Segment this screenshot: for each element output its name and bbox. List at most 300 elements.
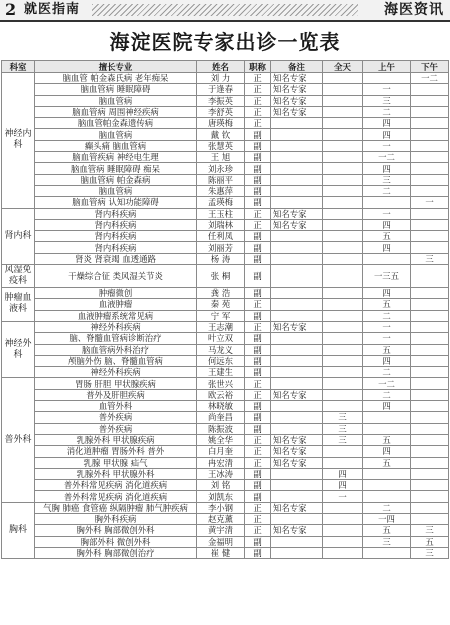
department-cell: 神经内科 <box>2 73 35 209</box>
afternoon-cell <box>411 231 449 242</box>
specialty-cell: 癫头痛 脑血管病 <box>35 140 197 151</box>
specialty-cell: 脑血管病 周围神经疾病 <box>35 106 197 117</box>
table-row <box>2 185 449 196</box>
title-cell: 正 <box>245 118 271 129</box>
note-cell <box>271 185 323 196</box>
table-row <box>2 265 449 288</box>
title-cell: 副 <box>245 174 271 185</box>
doctor-name-cell: 王玉柱 <box>197 208 245 219</box>
note-cell <box>271 129 323 140</box>
all-day-cell <box>323 106 363 117</box>
morning-cell: 五 <box>363 434 411 445</box>
all-day-cell <box>323 525 363 536</box>
specialty-cell: 胸外科 胸部微创外科 <box>35 525 197 536</box>
afternoon-cell <box>411 401 449 412</box>
all-day-cell <box>323 163 363 174</box>
title-cell: 副 <box>245 367 271 378</box>
column-header-title: 职称 <box>245 61 271 73</box>
title-cell: 正 <box>245 219 271 230</box>
morning-cell <box>363 73 411 84</box>
morning-cell <box>363 480 411 491</box>
table-row <box>2 547 449 558</box>
table-row <box>2 253 449 264</box>
table-row <box>2 321 449 332</box>
department-cell: 普外科 <box>2 378 35 502</box>
afternoon-cell <box>411 457 449 468</box>
note-cell <box>271 253 323 264</box>
title-cell: 副 <box>245 401 271 412</box>
table-row <box>2 219 449 230</box>
note-cell <box>271 333 323 344</box>
afternoon-cell <box>411 446 449 457</box>
afternoon-cell <box>411 367 449 378</box>
table-row <box>2 480 449 491</box>
note-cell <box>271 288 323 299</box>
column-header-morning: 上午 <box>363 61 411 73</box>
section-name-right: 海医资讯 <box>384 2 444 18</box>
all-day-cell <box>323 84 363 95</box>
afternoon-cell <box>411 140 449 151</box>
all-day-cell <box>323 129 363 140</box>
doctor-name-cell: 李小钢 <box>197 502 245 513</box>
doctor-name-cell: 欧云裕 <box>197 389 245 400</box>
table-row <box>2 401 449 412</box>
specialty-cell: 肾内科疾病 <box>35 231 197 242</box>
doctor-name-cell: 崔 健 <box>197 547 245 558</box>
specialty-cell: 颅脑外伤 脑、脊髓血管病 <box>35 355 197 366</box>
morning-cell <box>363 423 411 434</box>
specialty-cell: 普外疾病 <box>35 423 197 434</box>
specialty-cell: 神经外科疾病 <box>35 367 197 378</box>
title-cell: 副 <box>245 310 271 321</box>
department-cell: 神经外科 <box>2 321 35 377</box>
afternoon-cell <box>411 423 449 434</box>
note-cell: 知名专家 <box>271 434 323 445</box>
title-cell: 副 <box>245 468 271 479</box>
title-cell: 副 <box>245 242 271 253</box>
note-cell: 知名专家 <box>271 219 323 230</box>
title-cell: 副 <box>245 491 271 502</box>
note-cell <box>271 152 323 163</box>
doctor-name-cell: 秦 苑 <box>197 299 245 310</box>
all-day-cell <box>323 547 363 558</box>
title-cell: 正 <box>245 513 271 524</box>
afternoon-cell <box>411 129 449 140</box>
note-cell <box>271 174 323 185</box>
table-row <box>2 491 449 502</box>
all-day-cell <box>323 219 363 230</box>
note-cell: 知名专家 <box>271 525 323 536</box>
doctor-name-cell: 刘瑞林 <box>197 219 245 230</box>
title-cell: 正 <box>245 208 271 219</box>
note-cell <box>271 401 323 412</box>
note-cell: 知名专家 <box>271 502 323 513</box>
page-title: 海淀医院专家出诊一览表 <box>109 30 341 54</box>
doctor-name-cell: 叶立双 <box>197 333 245 344</box>
all-day-cell <box>323 185 363 196</box>
title-cell: 正 <box>245 457 271 468</box>
morning-cell: 四 <box>363 288 411 299</box>
doctor-name-cell: 王建生 <box>197 367 245 378</box>
table-row <box>2 355 449 366</box>
title-cell: 副 <box>245 185 271 196</box>
title-cell: 副 <box>245 197 271 208</box>
table-row <box>2 367 449 378</box>
table-row <box>2 231 449 242</box>
doctor-name-cell: 朱惠萍 <box>197 185 245 196</box>
table-row <box>2 412 449 423</box>
morning-cell <box>363 491 411 502</box>
doctor-name-cell: 刘 铭 <box>197 480 245 491</box>
all-day-cell: 四 <box>323 480 363 491</box>
specialty-cell: 乳腺外科 甲状腺外科 <box>35 468 197 479</box>
note-cell <box>271 242 323 253</box>
doctor-name-cell: 孟瑛梅 <box>197 197 245 208</box>
specialty-cell: 脑血管病 睡眠障碍 痴呆 <box>35 163 197 174</box>
table-row <box>2 513 449 524</box>
morning-cell: 四 <box>363 163 411 174</box>
afternoon-cell <box>411 219 449 230</box>
table-row <box>2 333 449 344</box>
title-cell: 副 <box>245 480 271 491</box>
afternoon-cell <box>411 468 449 479</box>
table-header-row <box>2 61 449 73</box>
specialty-cell: 肿瘤微创 <box>35 288 197 299</box>
all-day-cell: 三 <box>323 423 363 434</box>
table-row <box>2 536 449 547</box>
specialty-cell: 血液肿瘤系统常见病 <box>35 310 197 321</box>
morning-cell: 四 <box>363 401 411 412</box>
note-cell <box>271 423 323 434</box>
table-row <box>2 129 449 140</box>
note-cell <box>271 118 323 129</box>
afternoon-cell: 一 <box>411 197 449 208</box>
morning-cell: 四 <box>363 219 411 230</box>
doctor-name-cell: 林晓敏 <box>197 401 245 412</box>
note-cell <box>271 513 323 524</box>
morning-cell: 二 <box>363 310 411 321</box>
doctor-name-cell: 陈振波 <box>197 423 245 434</box>
specialty-cell: 脑血管病 睡眠障碍 <box>35 84 197 95</box>
note-cell <box>271 378 323 389</box>
doctor-name-cell: 何远东 <box>197 355 245 366</box>
morning-cell: 二 <box>363 389 411 400</box>
title-cell: 副 <box>245 412 271 423</box>
all-day-cell <box>323 253 363 264</box>
title-cell: 正 <box>245 525 271 536</box>
table-row <box>2 73 449 84</box>
specialty-cell: 干燥综合征 类风湿关节炎 <box>35 265 197 288</box>
column-header-department: 科室 <box>2 61 35 73</box>
specialty-cell: 胸外科疾病 <box>35 513 197 524</box>
morning-cell <box>363 253 411 264</box>
table-row <box>2 389 449 400</box>
morning-cell: 五 <box>363 231 411 242</box>
all-day-cell <box>323 502 363 513</box>
afternoon-cell <box>411 434 449 445</box>
afternoon-cell <box>411 502 449 513</box>
morning-cell: 一二 <box>363 152 411 163</box>
afternoon-cell <box>411 163 449 174</box>
all-day-cell <box>323 242 363 253</box>
specialty-cell: 普外科常见疾病 消化道疾病 <box>35 480 197 491</box>
table-row <box>2 423 449 434</box>
title-cell: 副 <box>245 231 271 242</box>
note-cell: 知名专家 <box>271 84 323 95</box>
title-cell: 正 <box>245 73 271 84</box>
specialty-cell: 脑血管病 认知功能障碍 <box>35 197 197 208</box>
note-cell <box>271 197 323 208</box>
table-body <box>2 73 449 559</box>
morning-cell: 二 <box>363 367 411 378</box>
afternoon-cell <box>411 95 449 106</box>
all-day-cell <box>323 378 363 389</box>
specialty-cell: 脑血管病 <box>35 95 197 106</box>
doctor-name-cell: 王冰涛 <box>197 468 245 479</box>
column-header-name: 姓名 <box>197 61 245 73</box>
table-row <box>2 299 449 310</box>
specialty-cell: 脑血管帕金森遗传病 <box>35 118 197 129</box>
column-header-all-day: 全天 <box>323 61 363 73</box>
all-day-cell <box>323 174 363 185</box>
note-cell <box>271 355 323 366</box>
table-row <box>2 163 449 174</box>
table-row <box>2 174 449 185</box>
specialty-cell: 神经外科疾病 <box>35 321 197 332</box>
all-day-cell <box>323 299 363 310</box>
note-cell <box>271 344 323 355</box>
specialty-cell: 肾炎 肾衰竭 血透通路 <box>35 253 197 264</box>
table-row <box>2 502 449 513</box>
doctor-name-cell: 黄宇清 <box>197 525 245 536</box>
morning-cell: 一三五 <box>363 265 411 288</box>
title-cell: 正 <box>245 389 271 400</box>
note-cell: 知名专家 <box>271 446 323 457</box>
note-cell: 知名专家 <box>271 208 323 219</box>
page-number: 2 <box>5 0 17 19</box>
title-cell: 正 <box>245 378 271 389</box>
doctor-name-cell: 任利凤 <box>197 231 245 242</box>
table-row <box>2 344 449 355</box>
note-cell <box>271 310 323 321</box>
schedule-table <box>1 60 449 559</box>
morning-cell: 一四 <box>363 513 411 524</box>
morning-cell: 四 <box>363 118 411 129</box>
all-day-cell <box>323 288 363 299</box>
note-cell: 知名专家 <box>271 321 323 332</box>
afternoon-cell <box>411 321 449 332</box>
note-cell <box>271 367 323 378</box>
morning-cell: 五 <box>363 457 411 468</box>
afternoon-cell: 一二 <box>411 73 449 84</box>
doctor-name-cell: 冉宏清 <box>197 457 245 468</box>
morning-cell: 一 <box>363 333 411 344</box>
afternoon-cell <box>411 480 449 491</box>
all-day-cell <box>323 118 363 129</box>
all-day-cell <box>323 367 363 378</box>
note-cell <box>271 491 323 502</box>
afternoon-cell <box>411 208 449 219</box>
title-cell: 副 <box>245 129 271 140</box>
doctor-name-cell: 王志潮 <box>197 321 245 332</box>
doctor-name-cell: 陈丽平 <box>197 174 245 185</box>
doctor-name-cell: 李振英 <box>197 95 245 106</box>
title-cell: 副 <box>245 344 271 355</box>
all-day-cell <box>323 536 363 547</box>
doctor-name-cell: 龚 浩 <box>197 288 245 299</box>
all-day-cell: 三 <box>323 412 363 423</box>
afternoon-cell <box>411 242 449 253</box>
afternoon-cell <box>411 299 449 310</box>
department-cell: 风湿免疫科 <box>2 265 35 288</box>
afternoon-cell <box>411 310 449 321</box>
specialty-cell: 普外科常见疾病 消化道疾病 <box>35 491 197 502</box>
specialty-cell: 脑血管疾病 神经电生理 <box>35 152 197 163</box>
specialty-cell: 胸部外科 微创外科 <box>35 536 197 547</box>
table-row <box>2 118 449 129</box>
doctor-name-cell: 王 旭 <box>197 152 245 163</box>
morning-cell <box>363 547 411 558</box>
doctor-name-cell: 于逢春 <box>197 84 245 95</box>
morning-cell: 四 <box>363 129 411 140</box>
morning-cell: 五 <box>363 344 411 355</box>
afternoon-cell <box>411 355 449 366</box>
doctor-name-cell: 刘凯东 <box>197 491 245 502</box>
morning-cell: 五 <box>363 299 411 310</box>
title-cell: 正 <box>245 321 271 332</box>
note-cell <box>271 163 323 174</box>
department-cell: 肿瘤血液科 <box>2 288 35 322</box>
all-day-cell <box>323 310 363 321</box>
all-day-cell <box>323 265 363 288</box>
afternoon-cell <box>411 265 449 288</box>
afternoon-cell <box>411 513 449 524</box>
all-day-cell: 一 <box>323 491 363 502</box>
page-header-band <box>0 0 450 22</box>
morning-cell: 二 <box>363 185 411 196</box>
doctor-name-cell: 尚奎昌 <box>197 412 245 423</box>
table-row <box>2 310 449 321</box>
title-cell: 副 <box>245 355 271 366</box>
table-row <box>2 242 449 253</box>
doctor-name-cell: 姚全华 <box>197 434 245 445</box>
doctor-name-cell: 金福明 <box>197 536 245 547</box>
table-row <box>2 208 449 219</box>
all-day-cell <box>323 344 363 355</box>
specialty-cell: 肾内科疾病 <box>35 219 197 230</box>
title-cell: 副 <box>245 152 271 163</box>
note-cell <box>271 140 323 151</box>
specialty-cell: 消化道肿瘤 胃肠外科 普外 <box>35 446 197 457</box>
table-row <box>2 446 449 457</box>
afternoon-cell <box>411 378 449 389</box>
all-day-cell <box>323 73 363 84</box>
specialty-cell: 脑血管病 <box>35 129 197 140</box>
table-row <box>2 152 449 163</box>
table-row <box>2 288 449 299</box>
title-cell: 副 <box>245 140 271 151</box>
doctor-name-cell: 刘永珍 <box>197 163 245 174</box>
title-cell: 副 <box>245 547 271 558</box>
afternoon-cell <box>411 491 449 502</box>
column-header-afternoon: 下午 <box>411 61 449 73</box>
table-row <box>2 434 449 445</box>
all-day-cell <box>323 231 363 242</box>
doctor-name-cell: 李舒英 <box>197 106 245 117</box>
specialty-cell: 血管外科 <box>35 401 197 412</box>
afternoon-cell <box>411 344 449 355</box>
column-header-note: 备注 <box>271 61 323 73</box>
specialty-cell: 乳腺 甲状腺 疝气 <box>35 457 197 468</box>
doctor-name-cell: 张 桐 <box>197 265 245 288</box>
doctor-name-cell: 唐瑛梅 <box>197 118 245 129</box>
title-cell: 副 <box>245 265 271 288</box>
doctor-name-cell: 张慧英 <box>197 140 245 151</box>
title-cell: 副 <box>245 163 271 174</box>
morning-cell <box>363 468 411 479</box>
title-cell: 正 <box>245 95 271 106</box>
afternoon-cell <box>411 118 449 129</box>
column-header-specialty: 擅长专业 <box>35 61 197 73</box>
note-cell <box>271 265 323 288</box>
note-cell <box>271 412 323 423</box>
all-day-cell <box>323 321 363 332</box>
specialty-cell: 胸外科 胸部微创治疗 <box>35 547 197 558</box>
title-cell: 正 <box>245 299 271 310</box>
all-day-cell <box>323 140 363 151</box>
title-cell: 副 <box>245 288 271 299</box>
table-row <box>2 106 449 117</box>
all-day-cell <box>323 355 363 366</box>
afternoon-cell <box>411 152 449 163</box>
note-cell <box>271 468 323 479</box>
all-day-cell: 四 <box>323 468 363 479</box>
morning-cell: 一二 <box>363 378 411 389</box>
morning-cell: 一 <box>363 321 411 332</box>
specialty-cell: 普外疾病 <box>35 412 197 423</box>
table-row <box>2 197 449 208</box>
table-row <box>2 457 449 468</box>
morning-cell: 四 <box>363 446 411 457</box>
note-cell <box>271 536 323 547</box>
afternoon-cell: 三 <box>411 547 449 558</box>
specialty-cell: 普外及肝胆疾病 <box>35 389 197 400</box>
doctor-name-cell: 赵克薰 <box>197 513 245 524</box>
note-cell <box>271 299 323 310</box>
title-cell: 正 <box>245 446 271 457</box>
all-day-cell <box>323 197 363 208</box>
note-cell <box>271 480 323 491</box>
table-row <box>2 525 449 536</box>
morning-cell: 一 <box>363 208 411 219</box>
morning-cell: 三 <box>363 95 411 106</box>
afternoon-cell <box>411 185 449 196</box>
afternoon-cell: 五 <box>411 536 449 547</box>
title-cell: 正 <box>245 106 271 117</box>
title-cell: 正 <box>245 434 271 445</box>
morning-cell: 四 <box>363 355 411 366</box>
afternoon-cell <box>411 333 449 344</box>
specialty-cell: 血液肿瘤 <box>35 299 197 310</box>
table-row <box>2 140 449 151</box>
all-day-cell <box>323 446 363 457</box>
title-cell: 正 <box>245 84 271 95</box>
doctor-name-cell: 刘丽芳 <box>197 242 245 253</box>
title-cell: 副 <box>245 423 271 434</box>
specialty-cell: 乳腺外科 甲状腺疾病 <box>35 434 197 445</box>
morning-cell: 五 <box>363 525 411 536</box>
title-cell: 正 <box>245 502 271 513</box>
